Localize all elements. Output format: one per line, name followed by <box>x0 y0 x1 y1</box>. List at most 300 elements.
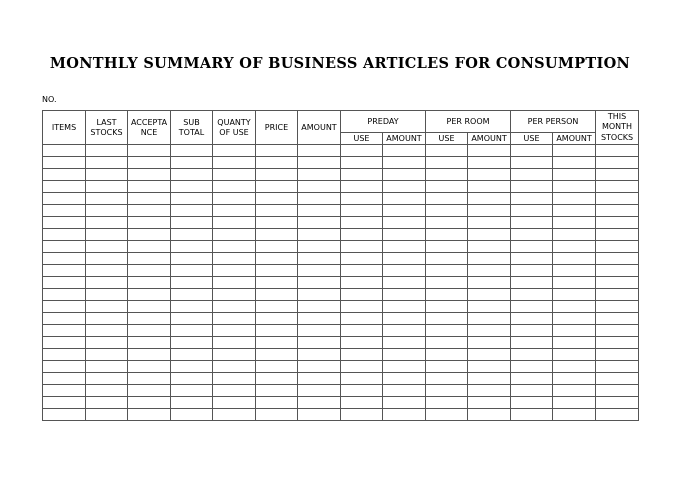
table-cell[interactable] <box>298 373 341 385</box>
table-cell[interactable] <box>341 325 383 337</box>
table-cell[interactable] <box>256 349 298 361</box>
table-cell[interactable] <box>171 409 213 421</box>
table-cell[interactable] <box>171 145 213 157</box>
table-cell[interactable] <box>468 157 511 169</box>
table-cell[interactable] <box>213 409 256 421</box>
table-cell[interactable] <box>298 313 341 325</box>
table-cell[interactable] <box>256 301 298 313</box>
table-cell[interactable] <box>43 217 86 229</box>
table-cell[interactable] <box>298 397 341 409</box>
table-cell[interactable] <box>171 277 213 289</box>
table-cell[interactable] <box>128 241 171 253</box>
table-cell[interactable] <box>43 229 86 241</box>
table-cell[interactable] <box>553 205 596 217</box>
table-cell[interactable] <box>128 337 171 349</box>
table-cell[interactable] <box>43 397 86 409</box>
table-cell[interactable] <box>383 313 426 325</box>
table-cell[interactable] <box>383 205 426 217</box>
table-cell[interactable] <box>553 157 596 169</box>
table-cell[interactable] <box>383 181 426 193</box>
table-cell[interactable] <box>383 361 426 373</box>
table-cell[interactable] <box>511 193 553 205</box>
table-cell[interactable] <box>171 241 213 253</box>
table-cell[interactable] <box>256 157 298 169</box>
table-cell[interactable] <box>426 253 468 265</box>
table-cell[interactable] <box>86 313 128 325</box>
table-cell[interactable] <box>596 217 639 229</box>
table-cell[interactable] <box>341 409 383 421</box>
table-cell[interactable] <box>468 385 511 397</box>
table-cell[interactable] <box>128 325 171 337</box>
table-cell[interactable] <box>468 265 511 277</box>
table-cell[interactable] <box>511 205 553 217</box>
table-cell[interactable] <box>213 181 256 193</box>
table-cell[interactable] <box>298 145 341 157</box>
table-cell[interactable] <box>171 229 213 241</box>
table-cell[interactable] <box>213 205 256 217</box>
table-cell[interactable] <box>553 217 596 229</box>
table-cell[interactable] <box>511 385 553 397</box>
table-cell[interactable] <box>511 277 553 289</box>
table-cell[interactable] <box>43 265 86 277</box>
table-cell[interactable] <box>213 397 256 409</box>
table-cell[interactable] <box>43 181 86 193</box>
table-cell[interactable] <box>426 301 468 313</box>
table-cell[interactable] <box>128 205 171 217</box>
table-cell[interactable] <box>426 313 468 325</box>
table-cell[interactable] <box>256 181 298 193</box>
table-cell[interactable] <box>298 229 341 241</box>
table-cell[interactable] <box>553 313 596 325</box>
table-cell[interactable] <box>128 277 171 289</box>
table-cell[interactable] <box>256 289 298 301</box>
table-cell[interactable] <box>43 169 86 181</box>
table-cell[interactable] <box>298 385 341 397</box>
table-cell[interactable] <box>341 349 383 361</box>
table-cell[interactable] <box>43 205 86 217</box>
table-cell[interactable] <box>426 145 468 157</box>
table-cell[interactable] <box>468 229 511 241</box>
table-cell[interactable] <box>86 337 128 349</box>
table-cell[interactable] <box>511 145 553 157</box>
table-cell[interactable] <box>341 373 383 385</box>
table-cell[interactable] <box>511 217 553 229</box>
table-cell[interactable] <box>341 361 383 373</box>
table-cell[interactable] <box>596 361 639 373</box>
table-cell[interactable] <box>426 349 468 361</box>
table-cell[interactable] <box>383 277 426 289</box>
table-cell[interactable] <box>213 193 256 205</box>
table-cell[interactable] <box>256 145 298 157</box>
table-cell[interactable] <box>553 349 596 361</box>
table-cell[interactable] <box>256 265 298 277</box>
table-cell[interactable] <box>171 205 213 217</box>
table-cell[interactable] <box>468 193 511 205</box>
table-cell[interactable] <box>468 205 511 217</box>
table-cell[interactable] <box>213 145 256 157</box>
table-cell[interactable] <box>596 145 639 157</box>
table-cell[interactable] <box>171 349 213 361</box>
table-cell[interactable] <box>86 361 128 373</box>
table-cell[interactable] <box>553 169 596 181</box>
table-cell[interactable] <box>511 337 553 349</box>
table-cell[interactable] <box>383 349 426 361</box>
table-cell[interactable] <box>298 157 341 169</box>
table-cell[interactable] <box>468 289 511 301</box>
table-cell[interactable] <box>256 337 298 349</box>
table-cell[interactable] <box>128 169 171 181</box>
table-cell[interactable] <box>213 385 256 397</box>
table-cell[interactable] <box>511 157 553 169</box>
table-cell[interactable] <box>86 277 128 289</box>
table-cell[interactable] <box>128 397 171 409</box>
table-cell[interactable] <box>171 289 213 301</box>
table-cell[interactable] <box>298 325 341 337</box>
table-cell[interactable] <box>128 409 171 421</box>
table-cell[interactable] <box>553 241 596 253</box>
table-cell[interactable] <box>596 409 639 421</box>
table-cell[interactable] <box>553 373 596 385</box>
table-cell[interactable] <box>86 181 128 193</box>
table-cell[interactable] <box>86 229 128 241</box>
table-cell[interactable] <box>256 313 298 325</box>
table-cell[interactable] <box>596 157 639 169</box>
table-cell[interactable] <box>511 169 553 181</box>
table-cell[interactable] <box>468 301 511 313</box>
table-cell[interactable] <box>256 409 298 421</box>
table-cell[interactable] <box>213 217 256 229</box>
table-cell[interactable] <box>298 241 341 253</box>
table-cell[interactable] <box>256 325 298 337</box>
table-cell[interactable] <box>86 193 128 205</box>
table-cell[interactable] <box>171 217 213 229</box>
table-cell[interactable] <box>43 253 86 265</box>
table-cell[interactable] <box>341 193 383 205</box>
table-cell[interactable] <box>171 373 213 385</box>
table-cell[interactable] <box>86 325 128 337</box>
table-cell[interactable] <box>468 313 511 325</box>
table-cell[interactable] <box>298 169 341 181</box>
table-cell[interactable] <box>511 397 553 409</box>
table-cell[interactable] <box>86 157 128 169</box>
table-cell[interactable] <box>383 397 426 409</box>
table-cell[interactable] <box>341 385 383 397</box>
table-cell[interactable] <box>383 193 426 205</box>
table-cell[interactable] <box>213 229 256 241</box>
table-cell[interactable] <box>213 349 256 361</box>
table-cell[interactable] <box>426 337 468 349</box>
table-cell[interactable] <box>256 373 298 385</box>
table-cell[interactable] <box>383 289 426 301</box>
table-cell[interactable] <box>213 313 256 325</box>
table-cell[interactable] <box>256 253 298 265</box>
table-cell[interactable] <box>596 349 639 361</box>
table-cell[interactable] <box>553 301 596 313</box>
table-cell[interactable] <box>553 397 596 409</box>
table-cell[interactable] <box>86 289 128 301</box>
table-cell[interactable] <box>553 289 596 301</box>
table-cell[interactable] <box>43 337 86 349</box>
table-cell[interactable] <box>298 217 341 229</box>
table-cell[interactable] <box>171 265 213 277</box>
table-cell[interactable] <box>383 241 426 253</box>
table-cell[interactable] <box>43 277 86 289</box>
table-cell[interactable] <box>553 409 596 421</box>
table-cell[interactable] <box>426 217 468 229</box>
table-cell[interactable] <box>468 277 511 289</box>
table-cell[interactable] <box>383 217 426 229</box>
table-cell[interactable] <box>511 265 553 277</box>
table-cell[interactable] <box>426 289 468 301</box>
table-cell[interactable] <box>596 205 639 217</box>
table-cell[interactable] <box>511 241 553 253</box>
table-cell[interactable] <box>171 301 213 313</box>
table-cell[interactable] <box>341 277 383 289</box>
table-cell[interactable] <box>43 313 86 325</box>
table-cell[interactable] <box>426 265 468 277</box>
table-cell[interactable] <box>426 193 468 205</box>
table-cell[interactable] <box>511 301 553 313</box>
table-cell[interactable] <box>511 409 553 421</box>
table-cell[interactable] <box>341 217 383 229</box>
table-cell[interactable] <box>213 289 256 301</box>
table-cell[interactable] <box>383 373 426 385</box>
table-cell[interactable] <box>298 253 341 265</box>
table-cell[interactable] <box>256 361 298 373</box>
table-cell[interactable] <box>468 217 511 229</box>
table-cell[interactable] <box>341 229 383 241</box>
table-cell[interactable] <box>341 205 383 217</box>
table-cell[interactable] <box>426 325 468 337</box>
table-cell[interactable] <box>511 229 553 241</box>
table-cell[interactable] <box>213 169 256 181</box>
table-cell[interactable] <box>383 265 426 277</box>
table-cell[interactable] <box>426 241 468 253</box>
table-cell[interactable] <box>256 277 298 289</box>
table-cell[interactable] <box>43 349 86 361</box>
table-cell[interactable] <box>86 253 128 265</box>
table-cell[interactable] <box>213 265 256 277</box>
table-cell[interactable] <box>553 265 596 277</box>
table-cell[interactable] <box>511 313 553 325</box>
table-cell[interactable] <box>468 337 511 349</box>
table-cell[interactable] <box>596 181 639 193</box>
table-cell[interactable] <box>86 169 128 181</box>
table-cell[interactable] <box>383 157 426 169</box>
table-cell[interactable] <box>596 325 639 337</box>
table-cell[interactable] <box>86 205 128 217</box>
table-cell[interactable] <box>86 265 128 277</box>
table-cell[interactable] <box>298 277 341 289</box>
table-cell[interactable] <box>596 313 639 325</box>
table-cell[interactable] <box>511 325 553 337</box>
table-cell[interactable] <box>341 181 383 193</box>
table-cell[interactable] <box>383 301 426 313</box>
table-cell[interactable] <box>426 205 468 217</box>
table-cell[interactable] <box>426 157 468 169</box>
table-cell[interactable] <box>43 373 86 385</box>
table-cell[interactable] <box>128 361 171 373</box>
table-cell[interactable] <box>213 157 256 169</box>
table-cell[interactable] <box>128 193 171 205</box>
table-cell[interactable] <box>128 373 171 385</box>
table-cell[interactable] <box>43 361 86 373</box>
table-cell[interactable] <box>213 361 256 373</box>
table-cell[interactable] <box>43 301 86 313</box>
table-cell[interactable] <box>171 157 213 169</box>
table-cell[interactable] <box>86 349 128 361</box>
table-cell[interactable] <box>341 157 383 169</box>
table-cell[interactable] <box>596 241 639 253</box>
table-cell[interactable] <box>468 349 511 361</box>
table-cell[interactable] <box>86 373 128 385</box>
table-cell[interactable] <box>128 253 171 265</box>
table-cell[interactable] <box>43 409 86 421</box>
table-cell[interactable] <box>383 409 426 421</box>
table-cell[interactable] <box>298 349 341 361</box>
table-cell[interactable] <box>341 253 383 265</box>
table-cell[interactable] <box>426 229 468 241</box>
table-cell[interactable] <box>341 301 383 313</box>
table-cell[interactable] <box>511 373 553 385</box>
table-cell[interactable] <box>86 217 128 229</box>
table-cell[interactable] <box>171 313 213 325</box>
table-cell[interactable] <box>468 397 511 409</box>
table-cell[interactable] <box>596 301 639 313</box>
table-cell[interactable] <box>128 289 171 301</box>
table-cell[interactable] <box>128 145 171 157</box>
table-cell[interactable] <box>596 193 639 205</box>
table-cell[interactable] <box>426 277 468 289</box>
table-cell[interactable] <box>43 145 86 157</box>
table-cell[interactable] <box>213 325 256 337</box>
table-cell[interactable] <box>298 265 341 277</box>
table-cell[interactable] <box>468 373 511 385</box>
table-cell[interactable] <box>383 337 426 349</box>
table-cell[interactable] <box>383 325 426 337</box>
table-cell[interactable] <box>43 289 86 301</box>
table-cell[interactable] <box>298 337 341 349</box>
table-cell[interactable] <box>213 253 256 265</box>
table-cell[interactable] <box>341 289 383 301</box>
table-cell[interactable] <box>553 325 596 337</box>
table-cell[interactable] <box>128 385 171 397</box>
table-cell[interactable] <box>128 349 171 361</box>
table-cell[interactable] <box>426 397 468 409</box>
table-cell[interactable] <box>86 145 128 157</box>
table-cell[interactable] <box>171 361 213 373</box>
table-cell[interactable] <box>298 361 341 373</box>
table-cell[interactable] <box>213 277 256 289</box>
table-cell[interactable] <box>341 169 383 181</box>
table-cell[interactable] <box>553 229 596 241</box>
table-cell[interactable] <box>43 241 86 253</box>
table-cell[interactable] <box>596 289 639 301</box>
table-cell[interactable] <box>341 397 383 409</box>
table-cell[interactable] <box>171 193 213 205</box>
table-cell[interactable] <box>553 277 596 289</box>
table-cell[interactable] <box>213 337 256 349</box>
table-cell[interactable] <box>171 169 213 181</box>
table-cell[interactable] <box>128 301 171 313</box>
table-cell[interactable] <box>213 301 256 313</box>
table-cell[interactable] <box>43 157 86 169</box>
table-cell[interactable] <box>171 325 213 337</box>
table-cell[interactable] <box>511 349 553 361</box>
table-cell[interactable] <box>171 385 213 397</box>
table-cell[interactable] <box>553 385 596 397</box>
table-cell[interactable] <box>468 253 511 265</box>
table-cell[interactable] <box>298 301 341 313</box>
table-cell[interactable] <box>426 169 468 181</box>
table-cell[interactable] <box>426 409 468 421</box>
table-cell[interactable] <box>468 325 511 337</box>
table-cell[interactable] <box>383 253 426 265</box>
table-cell[interactable] <box>256 385 298 397</box>
table-cell[interactable] <box>596 373 639 385</box>
table-cell[interactable] <box>426 361 468 373</box>
table-cell[interactable] <box>468 169 511 181</box>
table-cell[interactable] <box>256 229 298 241</box>
table-cell[interactable] <box>171 253 213 265</box>
table-cell[interactable] <box>86 397 128 409</box>
table-cell[interactable] <box>511 253 553 265</box>
table-cell[interactable] <box>596 337 639 349</box>
table-cell[interactable] <box>511 361 553 373</box>
table-cell[interactable] <box>596 397 639 409</box>
table-cell[interactable] <box>43 325 86 337</box>
table-cell[interactable] <box>171 337 213 349</box>
table-cell[interactable] <box>553 193 596 205</box>
table-cell[interactable] <box>383 169 426 181</box>
table-cell[interactable] <box>383 145 426 157</box>
table-cell[interactable] <box>256 217 298 229</box>
table-cell[interactable] <box>383 385 426 397</box>
table-cell[interactable] <box>596 385 639 397</box>
table-cell[interactable] <box>86 301 128 313</box>
table-cell[interactable] <box>256 241 298 253</box>
table-cell[interactable] <box>256 397 298 409</box>
table-cell[interactable] <box>341 241 383 253</box>
table-cell[interactable] <box>298 205 341 217</box>
table-cell[interactable] <box>43 193 86 205</box>
table-cell[interactable] <box>298 181 341 193</box>
table-cell[interactable] <box>553 145 596 157</box>
table-cell[interactable] <box>171 397 213 409</box>
table-cell[interactable] <box>298 193 341 205</box>
table-cell[interactable] <box>128 181 171 193</box>
table-cell[interactable] <box>128 217 171 229</box>
table-cell[interactable] <box>256 205 298 217</box>
table-cell[interactable] <box>468 361 511 373</box>
table-cell[interactable] <box>553 337 596 349</box>
table-cell[interactable] <box>128 157 171 169</box>
table-cell[interactable] <box>256 193 298 205</box>
table-cell[interactable] <box>383 229 426 241</box>
table-cell[interactable] <box>468 181 511 193</box>
table-cell[interactable] <box>86 385 128 397</box>
table-cell[interactable] <box>511 181 553 193</box>
table-cell[interactable] <box>468 241 511 253</box>
table-cell[interactable] <box>468 145 511 157</box>
table-cell[interactable] <box>171 181 213 193</box>
table-cell[interactable] <box>213 373 256 385</box>
table-cell[interactable] <box>298 409 341 421</box>
table-cell[interactable] <box>43 385 86 397</box>
table-cell[interactable] <box>128 265 171 277</box>
table-cell[interactable] <box>298 289 341 301</box>
table-cell[interactable] <box>596 253 639 265</box>
